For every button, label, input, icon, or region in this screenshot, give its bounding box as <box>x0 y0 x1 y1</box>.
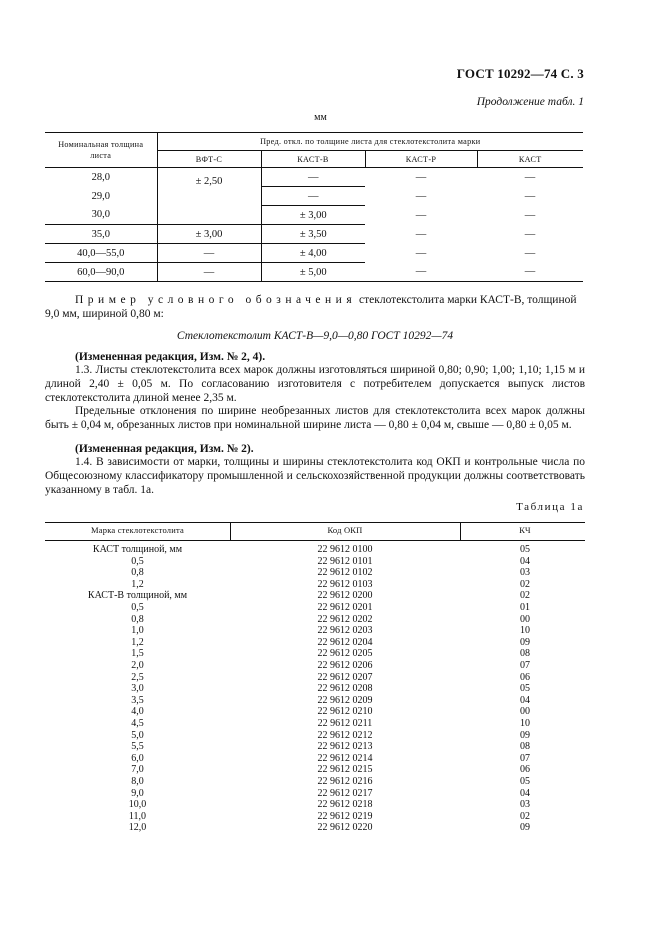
cell-okp-code: 22 9612 0202 <box>317 613 373 625</box>
cell-thickness: 30,0 <box>45 206 157 225</box>
table-row <box>45 718 585 730</box>
cell-brand: 9,0 <box>131 787 144 799</box>
col-brand-kast-v: КАСТ-В <box>261 151 365 168</box>
cell-brand: 0,5 <box>131 555 144 567</box>
cell-kch: 04 <box>520 787 530 799</box>
cell-brand: 2,5 <box>131 671 144 683</box>
table-row <box>45 168 583 187</box>
cell-brand: 0,8 <box>131 613 144 625</box>
cell-kch: 10 <box>520 625 530 637</box>
cell-okp-code: 22 9612 0212 <box>317 729 373 741</box>
cell-okp-code: 22 9612 0103 <box>317 578 373 590</box>
table-row <box>45 753 585 765</box>
cell-okp-code: 22 9612 0200 <box>317 590 373 602</box>
cell-kast-r: — <box>415 190 427 202</box>
table-row <box>45 614 585 626</box>
cell-okp-code: 22 9612 0102 <box>317 567 373 579</box>
table-row <box>45 244 583 263</box>
cell-kch: 04 <box>520 555 530 567</box>
cell-kch: 02 <box>520 578 530 590</box>
example-lead: Пример условного обозначения <box>75 294 357 306</box>
table-row <box>45 579 585 591</box>
cell-kast: — <box>524 247 536 259</box>
cell-kch: 08 <box>520 741 530 753</box>
cell-brand: 0,8 <box>131 567 144 579</box>
cell-kch: 09 <box>520 636 530 648</box>
table-row <box>45 648 585 660</box>
cell-brand: КАСТ-В толщиной, мм <box>87 590 188 602</box>
cell-kch: 05 <box>520 683 530 695</box>
cell-kast-r: — <box>415 247 427 259</box>
cell-kch: 07 <box>520 752 530 764</box>
cell-vft <box>157 168 261 225</box>
cell-kch: 10 <box>520 718 530 729</box>
cell-okp-code: 22 9612 0101 <box>317 555 373 567</box>
table-row <box>45 706 585 718</box>
col-brand-kast: КАСТ <box>477 151 583 168</box>
cell-brand: 10,0 <box>128 799 147 811</box>
table-row <box>45 602 585 614</box>
table-row <box>45 544 585 556</box>
table-caption: Таблица 1а <box>516 501 584 513</box>
table-continuation-label: Продолжение табл. 1 <box>476 96 584 108</box>
cell-kch: 02 <box>520 590 530 602</box>
cell-brand: КАСТ толщиной, мм <box>92 544 183 555</box>
cell-kast-r: — <box>415 228 427 240</box>
cell-kch: 03 <box>520 567 530 579</box>
cell-thickness: 29,0 <box>91 190 110 202</box>
table-row <box>45 225 583 244</box>
cell-kast-v: ± 5,00 <box>261 263 365 282</box>
cell-okp-code: 22 9612 0219 <box>317 810 373 822</box>
example-rest: стеклотекстолита марки КАСТ-В, толщиной <box>359 294 577 306</box>
table-row <box>45 811 585 823</box>
table-header-rule <box>45 540 585 541</box>
cell-brand: 5,0 <box>131 729 144 741</box>
table-row <box>45 776 585 788</box>
col-okp-code: Код ОКП <box>327 525 363 535</box>
cell-brand: 1,5 <box>131 648 144 660</box>
cell-kch: 06 <box>520 764 530 776</box>
cell-okp-code: 22 9612 0209 <box>317 694 373 706</box>
table-row <box>45 695 585 707</box>
cell-kch: 08 <box>520 648 530 660</box>
cell-kch: 09 <box>520 729 530 741</box>
table-row <box>45 730 585 742</box>
cell-vft-value: ± 2,50 <box>195 176 223 187</box>
cell-okp-code: 22 9612 0204 <box>317 636 373 648</box>
table-row <box>45 764 585 776</box>
cell-kch: 02 <box>520 810 530 822</box>
amendment-note: (Измененная редакция, Изм. № 2, 4). <box>75 351 266 363</box>
cell-kch: 05 <box>520 776 530 787</box>
cell-okp-code: 22 9612 0220 <box>317 822 373 834</box>
cell-okp-code: 22 9612 0211 <box>317 718 373 729</box>
cell-vft: — <box>157 263 261 282</box>
cell-okp-code: 22 9612 0213 <box>317 741 373 753</box>
cell-kast-r: — <box>415 171 427 183</box>
cell-kast-v: ± 3,50 <box>261 225 365 244</box>
example-paragraph <box>75 293 585 307</box>
cell-kast: — <box>477 263 583 282</box>
cell-okp-code: 22 9612 0100 <box>317 544 373 555</box>
col-nominal-thickness-label: Номинальная толщина листа <box>58 140 144 160</box>
cell-kast-v: — <box>261 187 365 206</box>
example-line2: 9,0 мм, шириной 0,80 м: <box>45 308 164 320</box>
table-row <box>45 187 583 206</box>
cell-kch: 09 <box>520 822 530 834</box>
page-header: ГОСТ 10292—74 С. 3 <box>456 66 584 81</box>
table-row <box>45 788 585 800</box>
cell-kast: — <box>524 209 536 221</box>
cell-kast-v: — <box>261 168 365 187</box>
cell-kast-r: — <box>365 263 477 282</box>
table-row <box>45 263 583 282</box>
cell-brand: 2,0 <box>131 660 144 671</box>
cell-kch: 07 <box>520 660 530 671</box>
cell-brand: 0,5 <box>131 602 144 613</box>
cell-okp-code: 22 9612 0207 <box>317 671 373 683</box>
cell-okp-code: 22 9612 0206 <box>317 660 373 671</box>
table-row <box>45 741 585 753</box>
cell-okp-code: 22 9612 0208 <box>317 683 373 695</box>
paragraph-width-tolerance: Предельные отклонения по ширине необрезанных листов для стеклотекстолита всех марок должны быть ± 0,04 м, обрезанных листов при номинальной ширине листа — 0,80 ± 0,04 м, свыше — 0,80 ± 0,05 м. <box>45 405 585 431</box>
table-row <box>45 672 585 684</box>
cell-vft: — <box>157 244 261 263</box>
cell-kch: 04 <box>520 694 530 706</box>
paragraph-1-4: 1.4. В зависимости от марки, толщины и ширины стеклотекстолита код ОКП и контрольные числа по Общесоюзному классификатору промышленной и сельскохозяйственной продукции должны соответствовать указанному в табл. 1а. <box>45 456 585 496</box>
table-row <box>45 683 585 695</box>
cell-kast-v: ± 3,00 <box>261 206 365 225</box>
table-row <box>45 556 585 568</box>
cell-okp-code: 22 9612 0201 <box>317 602 373 613</box>
table-unit <box>0 112 661 123</box>
cell-kch: 05 <box>520 544 530 555</box>
cell-brand: 5,5 <box>131 741 144 753</box>
cell-kast: — <box>524 228 536 240</box>
col-brand-vft: ВФТ-С <box>157 151 261 168</box>
cell-vft: ± 3,00 <box>157 225 261 244</box>
table-row <box>45 206 583 225</box>
cell-brand: 1,0 <box>131 625 144 637</box>
table-row <box>45 822 585 834</box>
cell-thickness: 28,0 <box>91 171 110 183</box>
cell-brand: 8,0 <box>131 776 144 787</box>
cell-brand: 12,0 <box>128 822 147 834</box>
cell-kch: 01 <box>520 602 530 613</box>
cell-kast-v: ± 4,00 <box>261 244 365 263</box>
cell-thickness: 60,0—90,0 <box>45 263 157 282</box>
table-row <box>45 799 585 811</box>
table-top-rule <box>45 522 585 523</box>
table-row <box>45 660 585 672</box>
cell-brand: 1,2 <box>131 636 144 648</box>
cell-okp-code: 22 9612 0218 <box>317 799 373 811</box>
cell-okp-code: 22 9612 0205 <box>317 648 373 660</box>
cell-thickness: 40,0—55,0 <box>45 244 157 263</box>
cell-okp-code: 22 9612 0215 <box>317 764 373 776</box>
designation-example: Стеклотекстолит КАСТ-В—9,0—0,80 ГОСТ 10292—74 <box>176 330 454 342</box>
cell-brand: 3,0 <box>131 683 144 695</box>
cell-kast: — <box>524 171 536 183</box>
col-group-header: Пред. откл. по толщине листа для стеклотекстолита марки <box>157 133 583 151</box>
amendment-note: (Измененная редакция, Изм. № 2). <box>75 443 254 455</box>
cell-kch: 06 <box>520 671 530 683</box>
table-row <box>45 567 585 579</box>
cell-brand: 11,0 <box>128 810 147 822</box>
cell-brand: 6,0 <box>131 752 144 764</box>
cell-kast: — <box>524 190 536 202</box>
tolerance-table <box>45 132 583 282</box>
cell-okp-code: 22 9612 0217 <box>317 787 373 799</box>
cell-okp-code: 22 9612 0214 <box>317 752 373 764</box>
table-row <box>45 637 585 649</box>
col-kch: КЧ <box>519 525 531 535</box>
cell-brand: 4,5 <box>131 718 144 729</box>
col-brand: Марка стеклотекстолита <box>91 525 184 535</box>
cell-okp-code: 22 9612 0210 <box>317 706 373 718</box>
cell-okp-code: 22 9612 0203 <box>317 625 373 637</box>
cell-brand: 1,2 <box>131 578 144 590</box>
cell-brand: 4,0 <box>131 706 144 718</box>
col-brand-kast-r: КАСТ-Р <box>365 151 477 168</box>
cell-kch: 00 <box>520 706 530 718</box>
table-unit-text: мм <box>314 112 327 123</box>
cell-kch: 00 <box>520 613 530 625</box>
cell-thickness: 35,0 <box>45 225 157 244</box>
table-row <box>45 625 585 637</box>
cell-brand: 3,5 <box>131 694 144 706</box>
cell-brand: 7,0 <box>131 764 144 776</box>
col-nominal-thickness <box>45 133 157 168</box>
cell-kast-r: — <box>415 209 427 221</box>
cell-kch: 03 <box>520 799 530 811</box>
cell-okp-code: 22 9612 0216 <box>317 776 373 787</box>
paragraph-1-3: 1.3. Листы стеклотекстолита всех марок должны изготовляться шириной 0,80; 0,90; 1,00; 1,10; 1,15 м и длиной 2,40 ± 0,05 м. По согласованию изготовителя с потребителем допускается выпуск листов стеклотекстолита длиной менее 2,35 м. <box>45 364 585 404</box>
table-row <box>45 590 585 602</box>
